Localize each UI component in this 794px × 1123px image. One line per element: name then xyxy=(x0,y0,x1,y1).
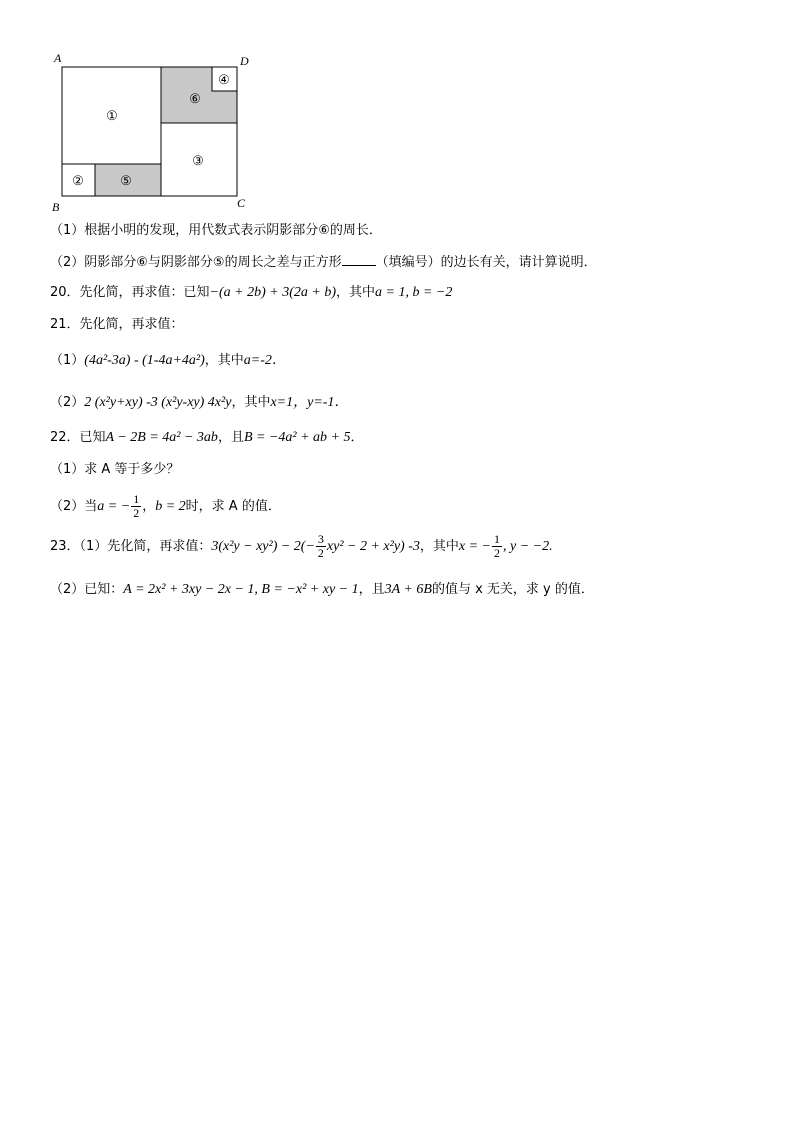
fraction-denominator: 2 xyxy=(494,546,500,560)
q21-part1 xyxy=(50,352,286,370)
vertex-c: C xyxy=(237,196,246,210)
q20-condition: a = 1, b = −2 xyxy=(375,285,453,300)
q19-part1 xyxy=(50,222,382,240)
label-4: ④ xyxy=(218,72,230,87)
q23-mid: ，其中 xyxy=(419,539,459,554)
fraction-denominator: 2 xyxy=(133,506,140,520)
q23 xyxy=(50,530,553,564)
label-1: ① xyxy=(106,108,118,123)
q22-part2-end: 时，求 A 的值． xyxy=(185,499,281,514)
q21-part1-expression: (4a²-3a) - (1-4a+4a²) xyxy=(84,353,205,368)
q22-part2-b-value: b = 2 xyxy=(155,499,186,514)
q21-part2-mid: ，其中 xyxy=(231,395,271,410)
q21-stem-text: 21．先化简，再求值： xyxy=(50,317,184,332)
q22-part1-text: （1）求 A 等于多少？ xyxy=(50,462,180,477)
q22-part2-label: （2）当 xyxy=(50,499,98,514)
q20-mid: ，其中 xyxy=(335,285,375,300)
q22-part2 xyxy=(50,490,281,524)
q23-part2-mid: ，且 xyxy=(358,582,385,597)
q21-part1-mid: ，其中 xyxy=(204,353,244,368)
q23-part2-end: 的值与 x 无关，求 y 的值． xyxy=(431,582,594,597)
vertex-b: B xyxy=(52,200,60,214)
q22-expression-2: B = −4a² + ab + 5 xyxy=(243,430,351,445)
q20 xyxy=(50,284,452,302)
q23-part2 xyxy=(50,581,594,599)
fraction-numerator: 1 xyxy=(494,532,500,546)
fraction-three-halves xyxy=(316,533,326,560)
q21-part2-condition: x=1，y=-1． xyxy=(270,395,349,410)
q21-part2 xyxy=(50,394,348,412)
q22 xyxy=(50,429,364,447)
square-figure xyxy=(0,0,794,215)
q21-part1-condition: a=-2． xyxy=(243,353,286,368)
q22-part1 xyxy=(50,461,179,479)
label-6: ⑥ xyxy=(189,91,201,106)
q23-part2-expression: A = 2x² + 3xy − 2x − 1, B = −x² + xy − 1 xyxy=(123,582,359,597)
q19-part2-text-b: （填编号）的边长有关，请计算说明． xyxy=(375,255,597,270)
answer-blank[interactable] xyxy=(342,253,376,266)
fraction-denominator: 2 xyxy=(317,546,324,560)
q22-mid: ，且 xyxy=(217,430,244,445)
q23-part2-label: （2）已知： xyxy=(50,582,124,597)
q23-prefix: 23．（1）先化简，再求值： xyxy=(50,539,212,554)
q19-part1-text: （1）根据小明的发现，用代数式表示阴影部分⑥的周长． xyxy=(50,223,382,238)
q23-condition-b: , y − −2. xyxy=(503,539,553,554)
q22-prefix: 22．已知 xyxy=(50,430,106,445)
fraction-one-half xyxy=(131,493,141,520)
q23-condition-a: x = − xyxy=(458,539,491,554)
q21-part2-label: （2） xyxy=(50,395,85,410)
q22-expression-1: A − 2B = 4a² − 3ab xyxy=(105,430,218,445)
vertex-a: A xyxy=(54,51,62,65)
fraction-one-half xyxy=(492,533,502,560)
label-2: ② xyxy=(72,173,84,188)
q22-part2-a: a = − xyxy=(97,499,131,514)
label-3: ③ xyxy=(192,153,204,168)
fraction-numerator: 3 xyxy=(317,532,324,546)
q20-prefix: 20．先化简，再求值：已知 xyxy=(50,285,210,300)
q21-part1-label: （1） xyxy=(50,353,85,368)
q23-expression-a: 3(x²y − xy²) − 2(− xyxy=(211,539,315,554)
q23-expression-b: xy² − 2 + x²y) -3 xyxy=(326,539,420,554)
label-5: ⑤ xyxy=(120,173,132,188)
vertex-d: D xyxy=(240,54,249,68)
q23-part2-expression-2: 3A + 6B xyxy=(384,582,432,597)
q22-part2-comma: ， xyxy=(142,499,156,514)
q21-stem xyxy=(50,316,184,334)
q22-end: ． xyxy=(350,430,364,445)
q19-part2 xyxy=(50,253,597,272)
q20-expression: −(a + 2b) + 3(2a + b) xyxy=(209,285,336,300)
fraction-numerator: 1 xyxy=(133,492,140,506)
q19-part2-text-a: （2）阴影部分⑥与阴影部分⑤的周长之差与正方形 xyxy=(50,255,342,270)
q21-part2-expression: 2 (x²y+xy) -3 (x²y-xy) 4x²y xyxy=(84,395,232,410)
